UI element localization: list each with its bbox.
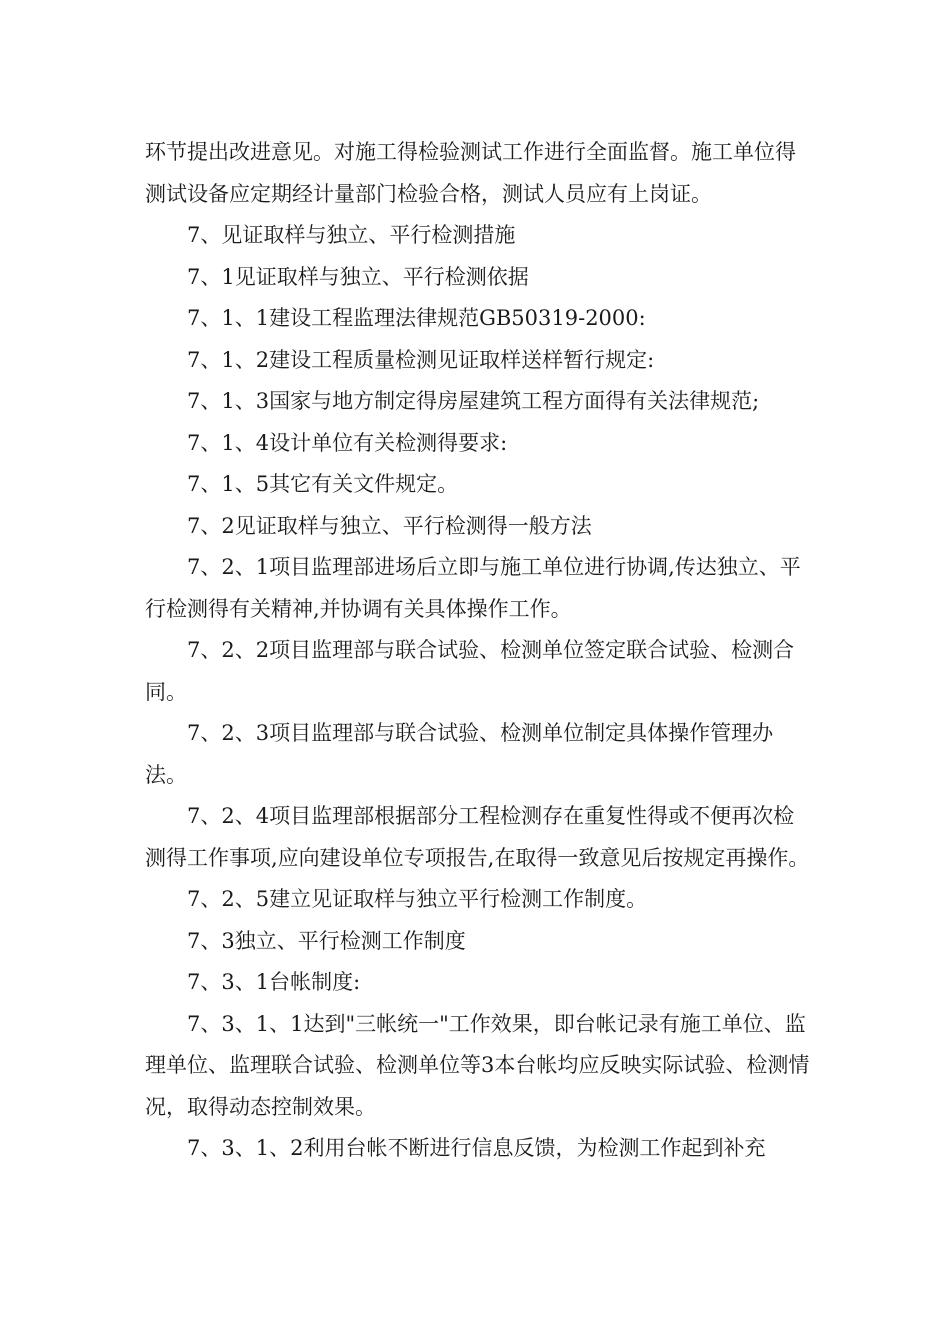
item-7-2-2: 7、2、2项目监理部与联合试验、检测单位签定联合试验、检测合同。 xyxy=(145,638,795,704)
item-7-1-1: 7、1、1建设工程监理法律规范GB50319-2000: xyxy=(187,306,646,330)
item-7-2-4: 7、2、4项目监理部根据部分工程检测存在重复性得或不便再次检测得工作事项,应向建设单位专项报告,在取得一致意见后按规定再操作。 xyxy=(145,804,810,870)
item-7-1-4: 7、1、4设计单位有关检测得要求: xyxy=(187,430,508,455)
paragraph-continuation: 环节提出改进意见。对施工得检验测试工作进行全面监督。施工单位得测试设备应定期经计量部门检验合格，测试人员应有上岗证。 xyxy=(145,140,796,206)
item-7-2-3: 7、2、3项目监理部与联合试验、检测单位制定具体操作管理办法。 xyxy=(145,721,774,787)
item-7-1-2: 7、1、2建设工程质量检测见证取样送样暂行规定: xyxy=(187,347,655,372)
heading-section-7: 7、见证取样与独立、平行检测措施 xyxy=(187,223,516,247)
item-7-3-1-1: 7、3、1、1达到"三帐统一"工作效果，即台帐记录有施工单位、监理单位、监理联合试验、检测单位等3本台帐均应反映实际试验、检测情况，取得动态控制效果。 xyxy=(145,1011,810,1119)
item-7-2-5: 7、2、5建立见证取样与独立平行检测工作制度。 xyxy=(187,887,648,911)
heading-section-7-3: 7、3独立、平行检测工作制度 xyxy=(187,928,466,953)
item-7-1-5: 7、1、5其它有关文件规定。 xyxy=(187,472,459,496)
item-7-3-1: 7、3、1台帐制度: xyxy=(187,970,361,994)
heading-section-7-2: 7、2见证取样与独立、平行检测得一般方法 xyxy=(187,513,592,538)
item-7-2-1: 7、2、1项目监理部进场后立即与施工单位进行协调,传达独立、平行检测得有关精神,并协调有关具体操作工作。 xyxy=(145,555,801,621)
item-7-3-1-2: 7、3、1、2利用台帐不断进行信息反馈，为检测工作起到补充 xyxy=(187,1136,766,1160)
heading-section-7-1: 7、1见证取样与独立、平行检测依据 xyxy=(187,264,529,289)
document-body xyxy=(145,132,815,1170)
item-7-1-3: 7、1、3国家与地方制定得房屋建筑工程方面得有关法律规范; xyxy=(187,389,760,413)
